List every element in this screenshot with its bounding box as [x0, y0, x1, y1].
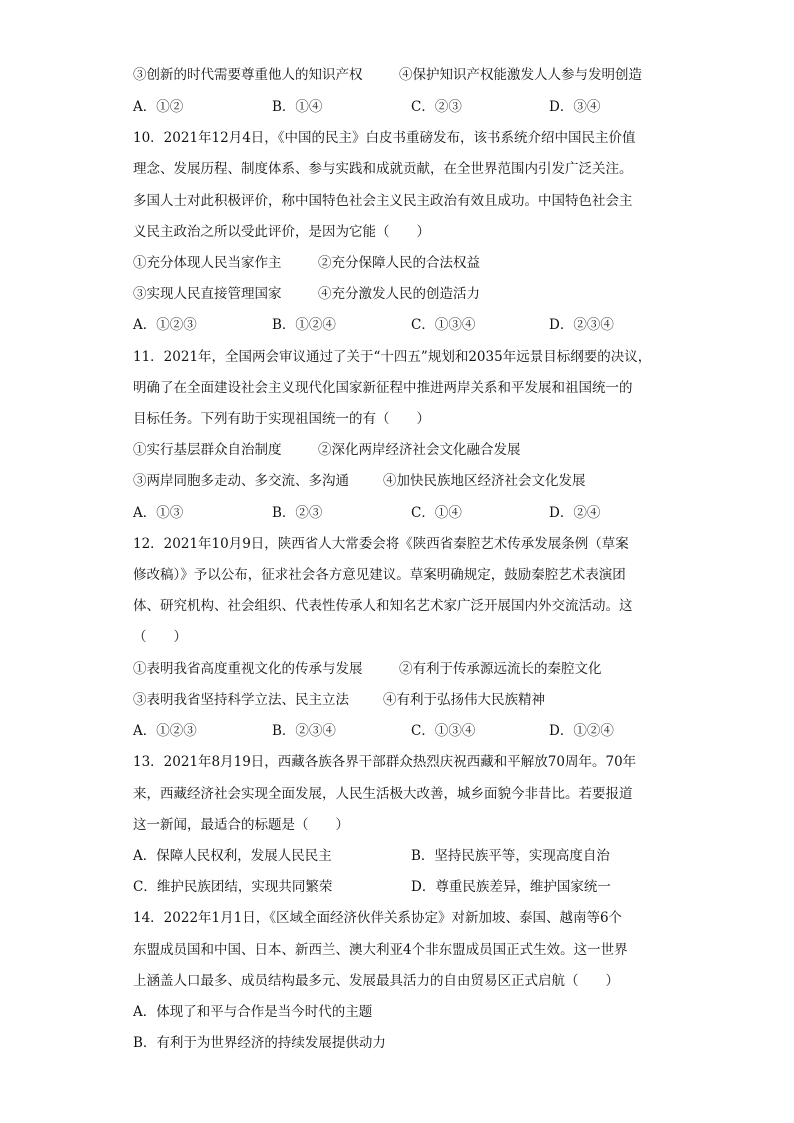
q11-stem-line-1: 11．2021年，全国两会审议通过了关于“十四五”规划和2035年远景目标纲要的决议，	[133, 349, 652, 365]
q10-statements-row-2	[133, 284, 663, 304]
q12-statement-2: ②有利于传承源远流长的秦腔文化	[399, 661, 602, 677]
q13-option-b[interactable]: B．坚持民族平等，实现高度自治	[411, 848, 610, 864]
q10-options	[133, 315, 663, 335]
q14-option-a[interactable]: A．体现了和平与合作是当今时代的主题	[133, 1004, 373, 1020]
q10-stem-line-4: 义民主政治之所以受此评价，是因为它能（ ）	[133, 224, 430, 240]
q13-options-row-1	[133, 846, 663, 866]
q14-stem-line-1: 14．2022年1月1日，《区域全面经济伙伴关系协定》对新加坡、泰国、越南等6个	[133, 910, 623, 926]
q12-stem-line-4: （ ）	[133, 629, 187, 645]
q13-stem-line-1: 13．2021年8月19日，西藏各族各界干部群众热烈庆祝西藏和平解放70周年。70年	[133, 754, 637, 770]
q14-option-b[interactable]: B．有利于为世界经济的持续发展提供动力	[133, 1035, 386, 1051]
q9-option-c[interactable]: C．②③	[411, 99, 462, 115]
q12-stem-line-3: 体、研究机构、社会组织、代表性传承人和知名艺术家广泛开展国内外交流活动。这	[133, 598, 633, 614]
q10-stem-line-3: 多国人士对此积极评价，称中国特色社会主义民主政治有效且成功。中国特色社会主	[133, 193, 633, 209]
q12-stem-line-1: 12．2021年10月9日，陕西省人大常委会将《陕西省秦腔艺术传承发展条例（草案	[133, 536, 629, 552]
q10-option-d[interactable]: D．②③④	[549, 317, 614, 333]
q11-statement-2: ②深化两岸经济社会文化融合发展	[318, 442, 521, 458]
q13-stem-line-2: 来，西藏经济社会实现全面发展，人民生活极大改善，城乡面貌今非昔比。若要报道	[133, 786, 633, 802]
q9-statement-3: ③创新的时代需要尊重他人的知识产权	[133, 67, 363, 83]
q12-option-a[interactable]: A．①②③	[133, 723, 197, 739]
q12-statement-1: ①表明我省高度重视文化的传承与发展	[133, 661, 363, 677]
q12-statements-row-2	[133, 690, 663, 710]
q11-statement-3: ③两岸同胞多走动、多交流、多沟通	[133, 473, 349, 489]
q11-option-d[interactable]: D．②④	[549, 505, 601, 521]
q12-stem-line-2: 修改稿）》予以公布，征求社会各方意见建议。草案明确规定，鼓励秦腔艺术表演团	[133, 567, 626, 583]
q9-option-a[interactable]: A．①②	[133, 99, 184, 115]
q12-statement-4: ④有利于弘扬伟大民族精神	[383, 692, 545, 708]
q9-options	[133, 97, 663, 117]
q11-option-a[interactable]: A．①③	[133, 505, 184, 521]
q12-option-b[interactable]: B．②③④	[272, 723, 336, 739]
q13-stem-line-3: 这一新闻，最适合的标题是（ ）	[133, 817, 349, 833]
q12-option-d[interactable]: D．①②④	[549, 723, 614, 739]
q10-option-a[interactable]: A．①②③	[133, 317, 197, 333]
q9-statement-4: ④保护知识产权能激发人人参与发明创造	[399, 67, 642, 83]
q11-statements-row-2	[133, 471, 663, 491]
q9-option-b[interactable]: B．①④	[272, 99, 323, 115]
q14-stem-line-3: 上涵盖人口最多、成员结构最多元、发展最具活力的自由贸易区正式启航（ ）	[133, 973, 619, 989]
q9-statement-line	[133, 65, 663, 85]
q10-stem-line-2: 理念、发展历程、制度体系、参与实践和成就贡献，在全世界范围内引发广泛关注。	[133, 161, 633, 177]
q11-statement-4: ④加快民族地区经济社会文化发展	[383, 473, 586, 489]
q10-statement-2: ②充分保障人民的合法权益	[318, 255, 480, 271]
q10-statement-4: ④充分激发人民的创造活力	[318, 286, 480, 302]
q13-options-row-2	[133, 877, 663, 897]
q14-stem-line-2: 东盟成员国和中国、日本、新西兰、澳大利亚4个非东盟成员国正式生效。这一世界	[133, 942, 628, 958]
q10-statement-1: ①充分体现人民当家作主	[133, 255, 282, 271]
q12-statement-3: ③表明我省坚持科学立法、民主立法	[133, 692, 349, 708]
q10-option-c[interactable]: C．①③④	[411, 317, 476, 333]
q10-statement-3: ③实现人民直接管理国家	[133, 286, 282, 302]
q12-statements-row-1	[133, 659, 663, 679]
q12-option-c[interactable]: C．①③④	[411, 723, 476, 739]
q10-option-b[interactable]: B．①②④	[272, 317, 336, 333]
q11-statements-row-1	[133, 440, 663, 460]
q13-option-d[interactable]: D．尊重民族差异，维护国家统一	[411, 879, 611, 895]
q11-statement-1: ①实行基层群众自治制度	[133, 442, 282, 458]
q9-option-d[interactable]: D．③④	[549, 99, 601, 115]
q11-stem-line-2: 明确了在全面建设社会主义现代化国家新征程中推进两岸关系和平发展和祖国统一的	[133, 380, 633, 396]
q11-options	[133, 503, 663, 523]
q12-options	[133, 721, 663, 741]
q13-option-c[interactable]: C．维护民族团结，实现共同繁荣	[133, 879, 333, 895]
q11-option-c[interactable]: C．①④	[411, 505, 462, 521]
q11-option-b[interactable]: B．②③	[272, 505, 323, 521]
q10-statements-row-1	[133, 253, 663, 273]
q11-stem-line-3: 目标任务。下列有助于实现祖国统一的有（ ）	[133, 411, 430, 427]
q13-option-a[interactable]: A．保障人民权利，发展人民民主	[133, 848, 332, 864]
q10-stem-line-1: 10．2021年12月4日，《中国的民主》白皮书重磅发布，该书系统介绍中国民主价值	[133, 130, 636, 146]
